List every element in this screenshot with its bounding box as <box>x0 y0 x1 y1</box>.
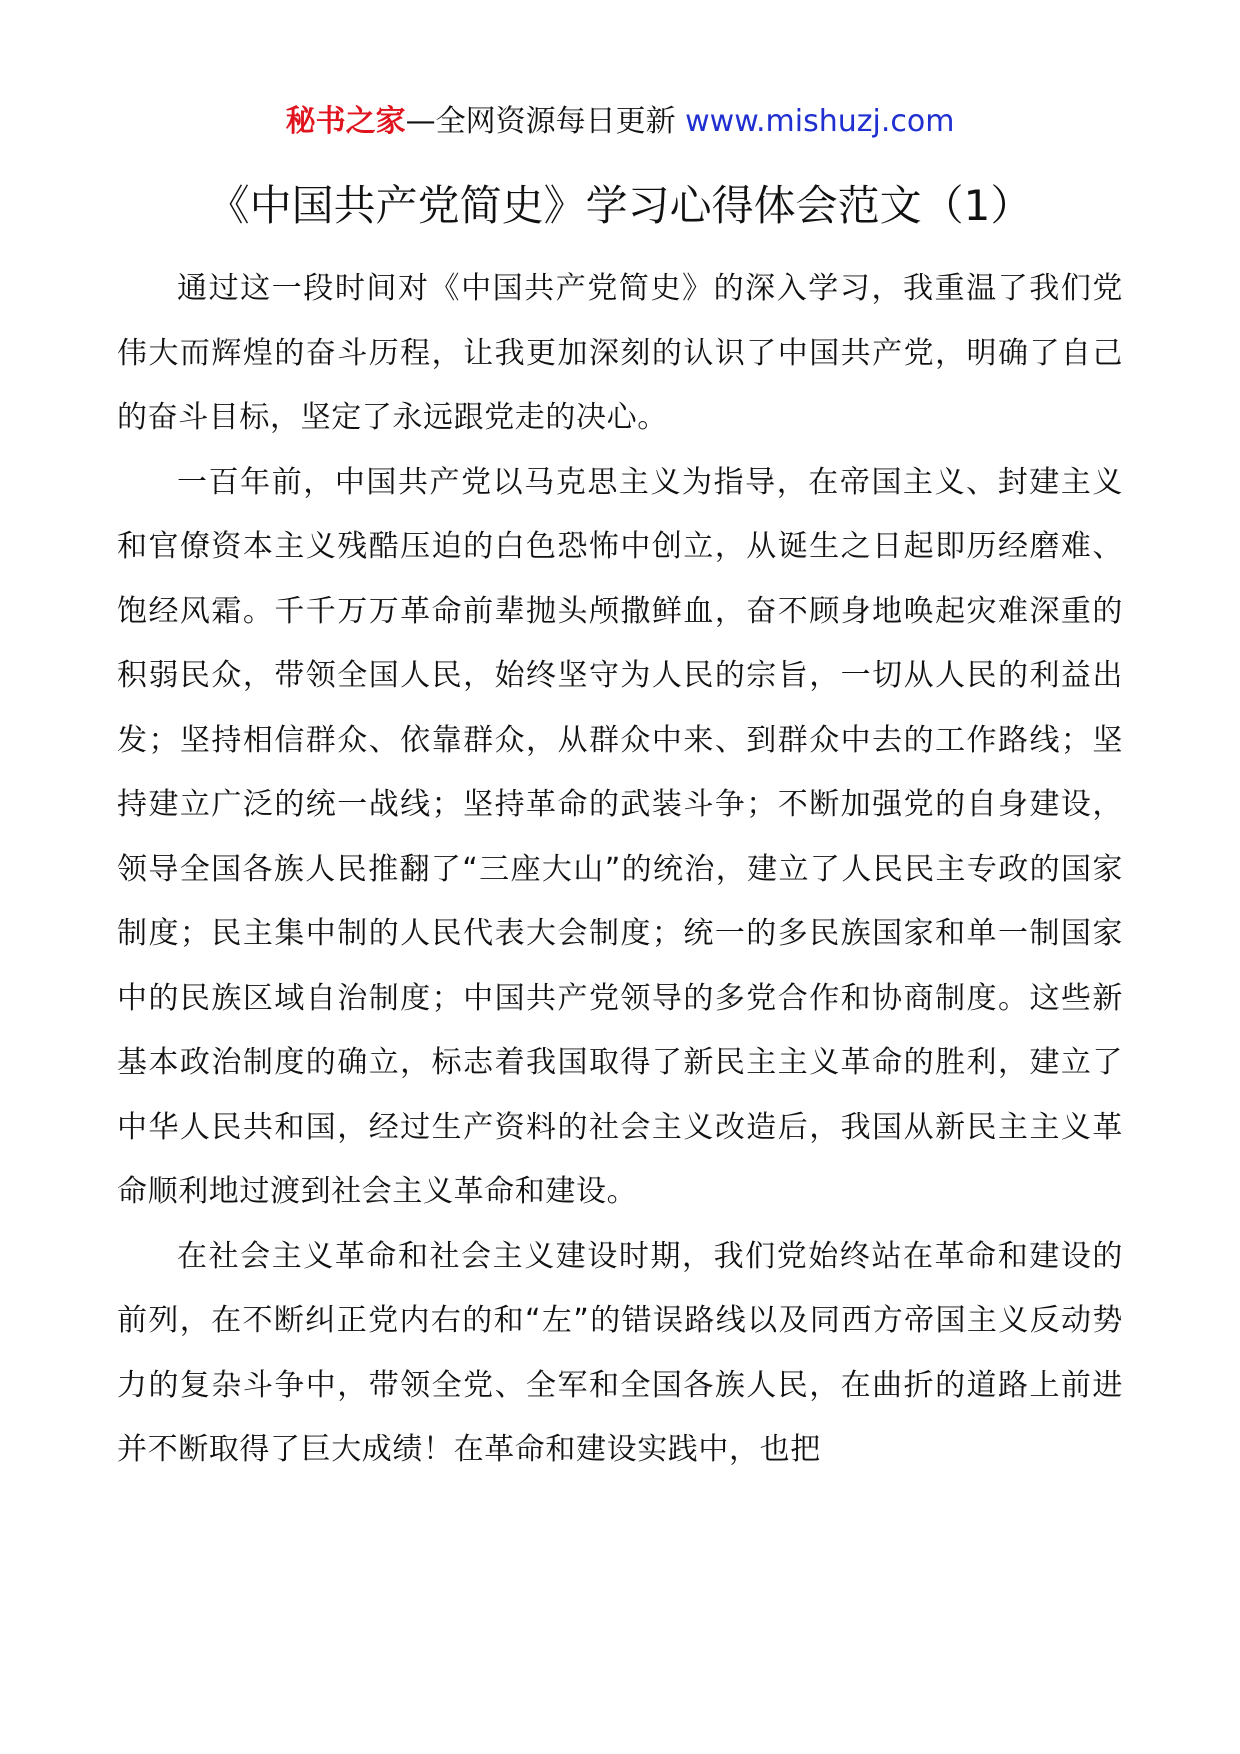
document-body <box>117 257 1123 1483</box>
site-header <box>0 100 1240 144</box>
site-url-link[interactable]: www.mishuzj.com <box>685 104 955 139</box>
paragraph-3: 在社会主义革命和社会主义建设时期，我们党始终站在革命和建设的前列，在不断纠正党内右的和“左”的错误路线以及同西方帝国主义反动势力的复杂斗争中，带领全党、全军和全国各族人民，在曲折的道路上前进并不断取得了巨大成绩！在革命和建设实践中，也把 <box>117 1238 1123 1467</box>
paragraph-1: 通过这一段时间对《中国共产党简史》的深入学习，我重温了我们党伟大而辉煌的奋斗历程，让我更加深刻的认识了中国共产党，明确了自己的奋斗目标，坚定了永远跟党走的决心。 <box>117 271 1123 435</box>
paragraph-2: 一百年前，中国共产党以马克思主义为指导，在帝国主义、封建主义和官僚资本主义残酷压迫的白色恐怖中创立，从诞生之日起即历经磨难、饱经风霜。千千万万革命前辈抛头颅撒鲜血，奋不顾身地唤起灾难深重的积弱民众，带领全国人民，始终坚守为人民的宗旨，一切从人民的利益出发；坚持相信群众、依靠群众，从群众中来、到群众中去的工作路线；坚持建立广泛的统一战线；坚持革命的武装斗争；不断加强党的自身建设，领导全国各族人民推翻了“三座大山”的统治，建立了人民民主专政的国家制度；民主集中制的人民代表大会制度；统一的多民族国家和单一制国家中的民族区域自治制度；中国共产党领导的多党合作和协商制度。这些新基本政治制度的确立，标志着我国取得了新民主主义革命的胜利，建立了中华人民共和国，经过生产资料的社会主义改造后，我国从新民主主义革命顺利地过渡到社会主义革命和建设。 <box>117 464 1123 1209</box>
document-title: 《中国共产党简史》学习心得体会范文（1） <box>207 181 1033 230</box>
site-tagline: —全网资源每日更新 <box>405 104 686 139</box>
site-brand: 秘书之家 <box>285 104 406 139</box>
